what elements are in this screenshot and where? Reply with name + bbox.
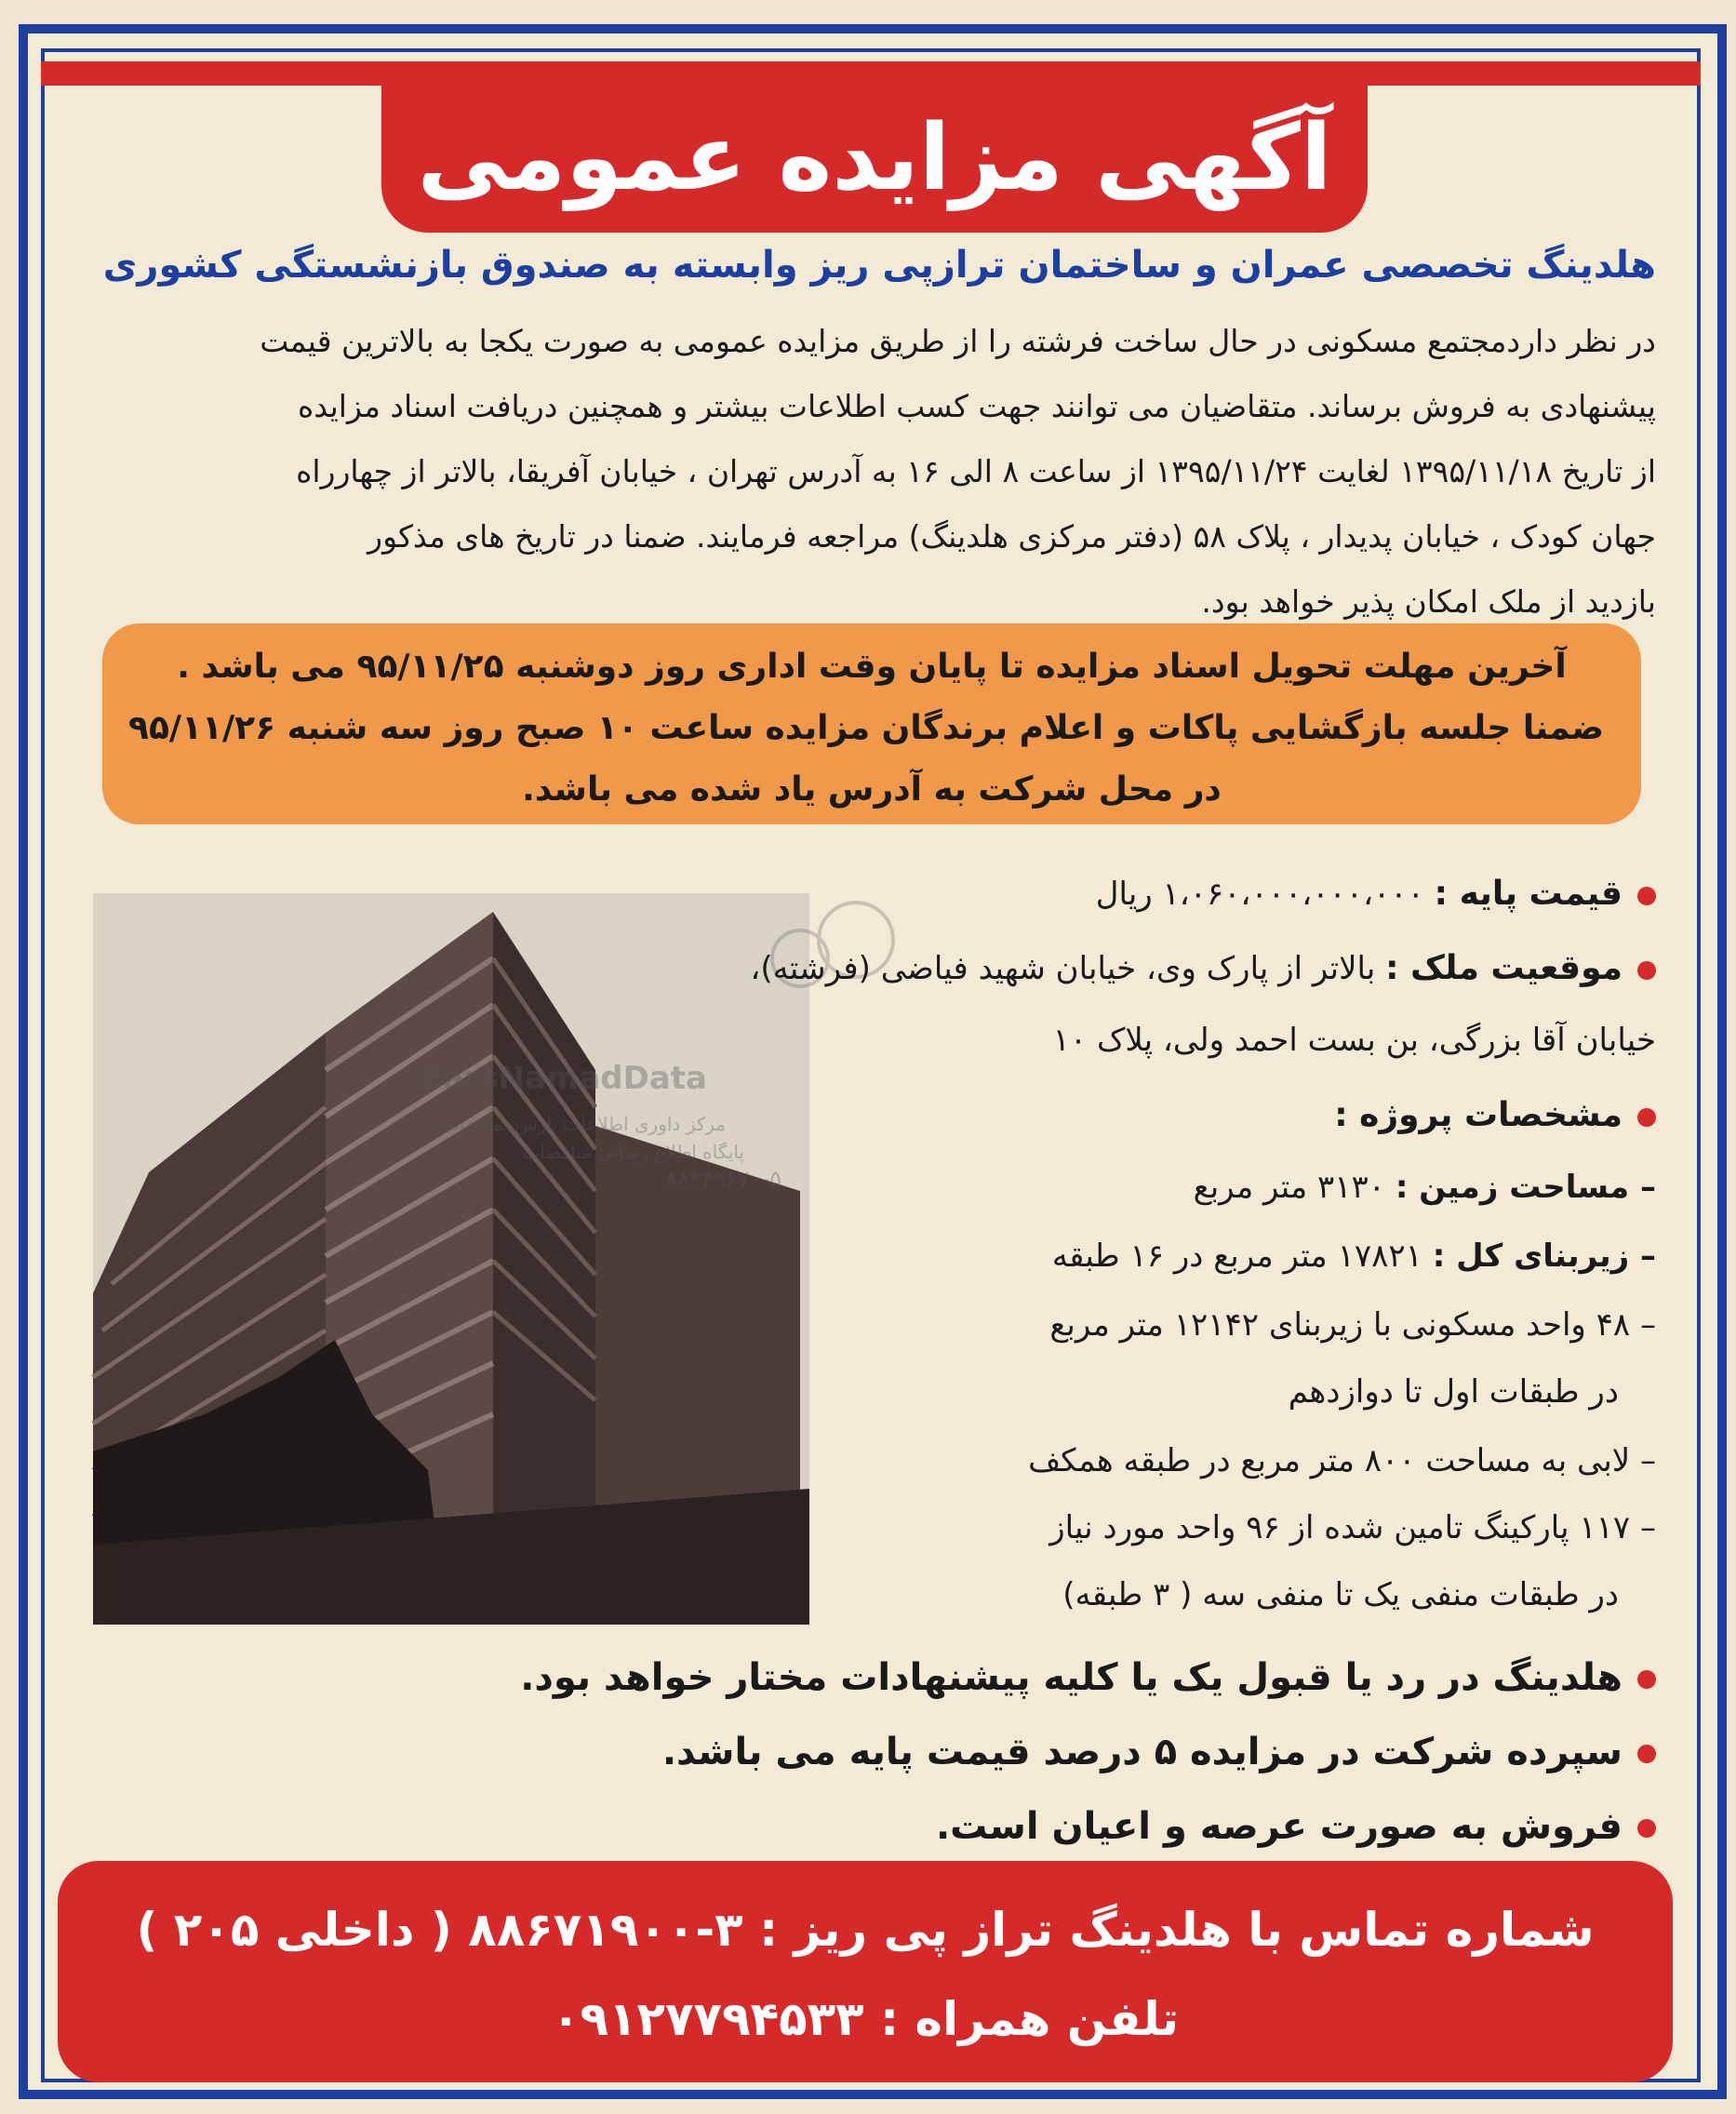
location-label: موقعیت ملک : <box>1385 949 1622 987</box>
contact-mobile: تلفن همراه : ۰۹۱۲۷۷۹۴۵۳۳ <box>551 1992 1180 2046</box>
deadline-line: آخرین مهلت تحویل اسناد مزایده تا پایان وقت اداری روز دوشنبه ۹۵/۱۱/۲۵ می باشد . <box>177 648 1567 686</box>
units-line1: – ۴۸ واحد مسکونی با زیربنای ۱۲۱۴۲ متر مربع <box>1049 1306 1656 1344</box>
bullet-dot <box>1637 887 1656 905</box>
top-red-band <box>41 61 1701 86</box>
note-item <box>662 1731 1656 1773</box>
land-area-value: ۳۱۳۰ متر مربع <box>1193 1169 1386 1206</box>
units-line2: در طبقات اول تا دوازدهم <box>1288 1373 1619 1411</box>
watermark-line: پایگاه اطلاع رسانی مناقصات <box>522 1141 744 1163</box>
parking-line1: – ۱۱۷ پارکینگ تامین شده از ۹۶ واحد مورد نیاز <box>1049 1509 1656 1546</box>
contact-phone: شماره تماس با هلدینگ تراز پی ریز : ۳-۸۸۶۷۱۹۰۰ ( داخلی ۲۰۵ ) <box>136 1903 1595 1957</box>
deadline-box <box>102 623 1641 824</box>
location-line2: خیابان آقا بزرگی، بن بست احمد ولی، پلاک ۱۰ <box>1052 1022 1656 1059</box>
deadline-line: ضمنا جلسه بازگشایی پاکات و اعلام برندگان مزایده ساعت ۱۰ صبح روز سه شنبه ۹۵/۱۱/۲۶ <box>127 709 1604 747</box>
intro-line: جهان کودک ، خیابان پدیدار ، پلاک ۵۸ (دفتر مرکزی هلدینگ) مراجعه فرمایند. ضمنا در تاریخ های مذکور <box>367 518 1656 555</box>
land-area-label: – مساحت زمین : <box>1395 1169 1656 1206</box>
built-area-label: – زیربنای کل : <box>1432 1238 1656 1275</box>
location-line1: بالاتر از پارک وی، خیابان شهید فیاضی (فرشته)، <box>750 950 1376 987</box>
intro-paragraph <box>74 309 1656 635</box>
bullet-dot <box>1637 1670 1656 1689</box>
intro-line: بازدید از ملک امکان پذیر خواهد بود. <box>1201 583 1656 620</box>
built-area-value: ۱۷۸۲۱ متر مربع در ۱۶ طبقه <box>1051 1238 1422 1275</box>
base-price-label: قیمت پایه : <box>1434 875 1622 913</box>
company-subtitle: هلدینگ تخصصی عمران و ساختمان ترازپی ریز وابسته به صندوق بازنشستگی کشوری <box>102 244 1656 287</box>
lobby-line: – لابی به مساحت ۸۰۰ متر مربع در طبقه همکف <box>1028 1442 1656 1479</box>
intro-line: در نظر داردمجتمع مسکونی در حال ساخت فرشته را از طریق مزایده عمومی به صورت یکجا به بالاترین قیمت <box>260 323 1656 359</box>
bullet-dot <box>1637 961 1656 980</box>
bullet-dot <box>1637 1819 1656 1838</box>
deadline-line: در محل شرکت به آدرس یاد شده می باشد. <box>522 770 1222 809</box>
base-price-row <box>1096 875 1656 913</box>
land-area-row <box>1194 1169 1656 1206</box>
intro-line: از تاریخ ۱۳۹۵/۱۱/۱۸ لغایت ۱۳۹۵/۱۱/۲۴ از ساعت ۸ الی ۱۶ به آدرس تهران ، خیابان آفریقا، بالاتر از چهارراه <box>296 453 1656 489</box>
parking-line2: در طبقات منفی یک تا منفی سه ( ۳ طبقه) <box>1062 1576 1619 1613</box>
note-text: سپرده شرکت در مزایده ۵ درصد قیمت پایه می باشد. <box>661 1731 1622 1773</box>
note-text: فروش به صورت عرصه و اعیان است. <box>935 1805 1622 1848</box>
intro-line: پیشنهادی به فروش برساند. متقاضیان می توانند جهت کسب اطلاعات بیشتر و همچنین دریافت اسناد مزایده <box>298 388 1656 424</box>
location-row <box>750 949 1656 987</box>
watermark-logo <box>420 884 1079 1192</box>
note-item <box>520 1656 1656 1699</box>
watermark-line: مرکز داوری اطلاعات پارس نماد داده <box>441 1113 726 1135</box>
page-title: آگهی مزایده عمومی <box>417 105 1332 211</box>
watermark-brand: ParsNamadData <box>420 1060 707 1097</box>
contact-box <box>58 1861 1673 2082</box>
specs-label: مشخصات پروژه : <box>1334 1096 1622 1134</box>
bullet-dot <box>1637 1745 1656 1763</box>
note-text: هلدینگ در رد یا قبول یک یا کلیه پیشنهادات مختار خواهد بود. <box>520 1656 1622 1699</box>
bullet-dot <box>1637 1108 1656 1127</box>
base-price-value: ۱،۰۶۰،۰۰۰،۰۰۰،۰۰۰ ریال <box>1095 876 1424 913</box>
note-item <box>936 1805 1656 1848</box>
title-banner <box>381 84 1368 233</box>
specs-row <box>1334 1096 1656 1134</box>
built-area-row <box>1052 1238 1656 1275</box>
watermark-phone: ۸۸۳۴۹۶۷۰-۵ <box>665 1166 781 1192</box>
